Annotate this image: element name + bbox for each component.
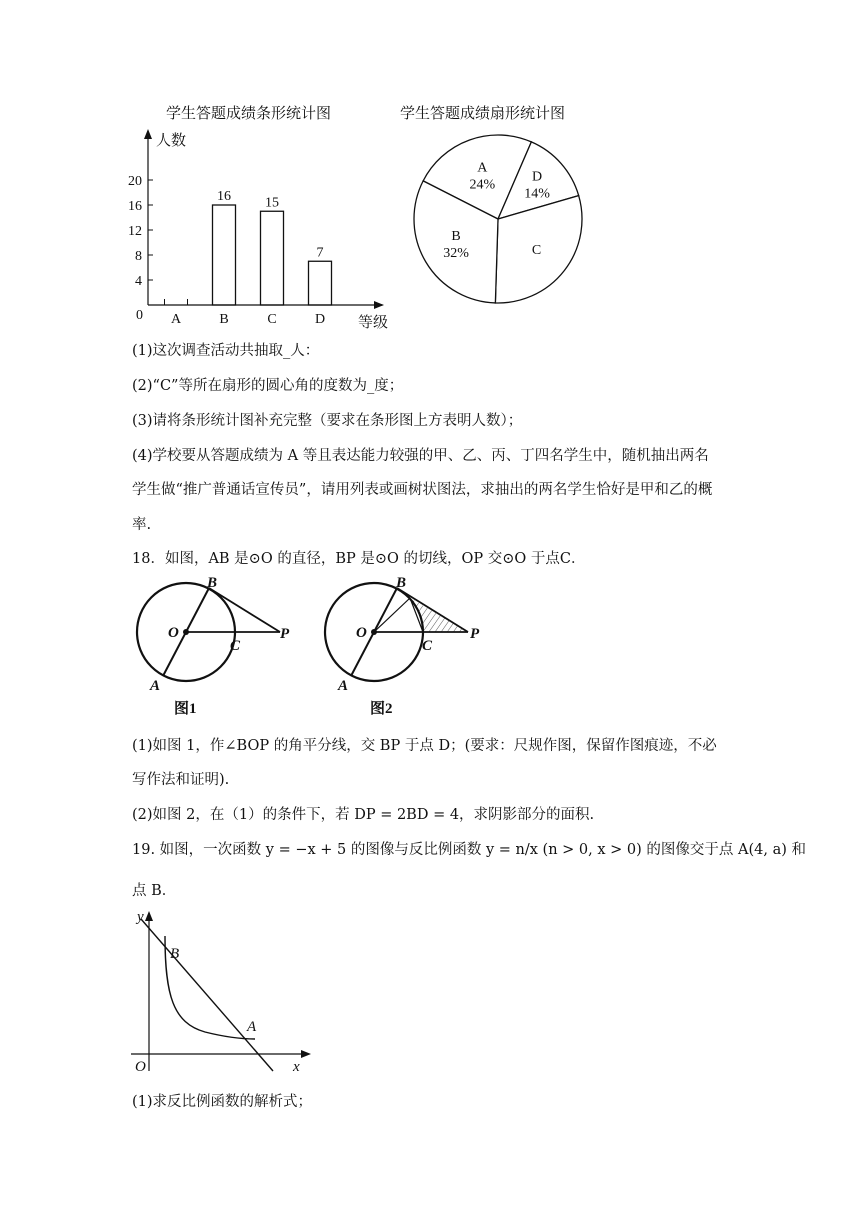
q17-part2: (2)“C”等所在扇形的圆心角的度数为_度； [132,378,404,394]
category-label: A [170,312,182,327]
label-a: A [150,678,161,694]
line-y-neg-x-plus-5 [141,919,273,1071]
category-label: D [314,312,326,327]
label-p: P [470,626,480,642]
q18-stem: 18．如图，AB 是⊙O 的直径，BP 是⊙O 的切线，OP 交⊙O 于点C． [132,551,586,567]
label-x: x [293,1059,300,1075]
bar-b [213,205,236,305]
label-y: y [137,909,144,925]
bar-value-label: 16 [217,189,231,204]
bar-chart [120,125,400,335]
q19-part1: (1)求反比例函数的解析式； [132,1094,313,1110]
label-o: O [135,1059,146,1075]
pie-chart [408,128,588,310]
pie-chart-title: 学生答题成绩扇形统计图 [400,104,566,122]
label-b: B [170,946,180,962]
label-a: A [338,678,349,694]
pie-label: D [532,169,543,185]
pie-label: B [451,228,461,244]
pie-percent-label: 14% [524,186,550,202]
q17-part4-line3: 率. [132,517,152,533]
label-o: O [356,625,367,641]
y-tick-label: 16 [128,199,142,214]
origin-label: 0 [136,308,143,323]
bar-value-label: 15 [265,195,279,211]
y-tick-label: 8 [135,249,142,264]
y-axis-label: 人数 [156,133,187,149]
function-graph [125,905,315,1077]
q17-part4-line1: (4)学校要从答题成绩为 A 等且表达能力较强的甲、乙、丙、丁四名学生中，随机抽出两名 [132,448,709,464]
q19-stem-line2: 点 B． [132,883,177,899]
center-point [371,629,377,635]
bar-c [261,211,284,305]
category-label: C [267,312,277,327]
x-axis-label: 等级 [358,315,389,331]
y-tick-label: 12 [128,224,142,239]
x-axis-arrow [301,1050,311,1058]
pie-percent-label: 32% [443,245,469,261]
pie-percent-label: 24% [469,177,496,193]
x-axis-arrow [374,301,384,309]
y-tick-label: 20 [128,174,142,189]
pie-label: A [477,160,488,176]
tangent-bp [209,588,280,632]
q17-part3: (3)请将条形统计图补充完整（要求在条形图上方表明人数）； [132,413,523,429]
label-c: C [230,638,241,654]
bar-chart-title: 学生答题成绩条形统计图 [166,104,332,122]
label-o: O [168,625,179,641]
pie-label: C [531,242,542,258]
q18-part1-line2: 写作法和证明). [132,772,230,788]
bisector-od [374,598,410,632]
label-c: C [422,638,433,654]
figure-2-caption: 图2 [370,701,393,717]
figure-1 [130,572,300,720]
q17-part4-line2: 学生做“推广普通话宣传员”，请用列表或画树状图法，求抽出的两名学生恰好是甲和乙的概 [132,482,713,498]
bar-value-label: 7 [316,245,324,261]
center-point [183,629,189,635]
figure-2 [318,572,498,720]
q19-stem-line1: 19. 如图，一次函数 y = −x + 5 的图像与反比例函数 y = n/x (n > 0, x > 0) 的图像交于点 A(4, a) 和 [132,842,806,858]
q17-part1: (1)这次调查活动共抽取_人： [132,343,320,359]
label-p: P [280,626,290,642]
category-label: B [219,312,229,327]
q18-part1-line1: (1)如图 1，作∠BOP 的角平分线，交 BP 于点 D；(要求：尺规作图，保留作图痕迹，不必 [132,738,717,754]
label-b: B [207,575,218,591]
label-b: B [396,575,407,591]
y-axis-arrow [145,911,153,921]
y-axis-arrow [144,129,152,139]
label-a: A [247,1019,257,1035]
q18-part2: (2)如图 2，在（1）的条件下，若 DP = 2BD = 4，求阴影部分的面积. [132,807,595,823]
bar-d [309,261,332,305]
figure-1-caption: 图1 [174,701,197,717]
y-tick-label: 4 [135,274,142,289]
